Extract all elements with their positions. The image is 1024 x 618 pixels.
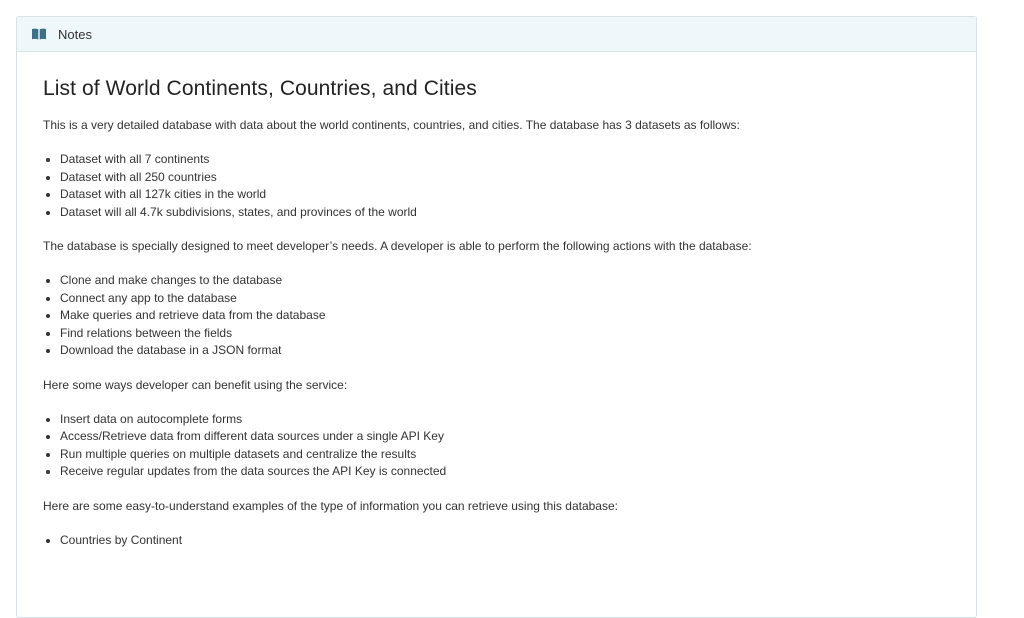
list-item: • Find relations between the fields (60, 325, 950, 343)
list-item: • Clone and make changes to the database (60, 272, 950, 290)
notes-panel (16, 16, 977, 618)
panel-header (17, 17, 976, 52)
developer-actions-list (43, 272, 950, 360)
examples-list (43, 532, 950, 550)
list-item: • Dataset will all 4.7k subdivisions, states, and provinces of the world (60, 204, 950, 222)
panel-title: Notes (58, 26, 92, 42)
list-item: • Access/Retrieve data from different data sources under a single API Key (60, 428, 950, 446)
benefits-paragraph: Here some ways developer can benefit using the service: (43, 377, 348, 392)
benefits-list (43, 411, 950, 481)
list-item: • Dataset with all 250 countries (60, 169, 950, 187)
list-item: • Insert data on autocomplete forms (60, 411, 950, 429)
list-item: • Receive regular updates from the data sources the API Key is connected (60, 463, 950, 481)
developer-paragraph: The database is specially designed to meet developer’s needs. A developer is able to perform the following actions with the database: (43, 239, 752, 253)
list-item: • Dataset with all 7 continents (60, 151, 950, 169)
intro-paragraph: This is a very detailed database with data about the world continents, countries, and cities. The database has 3 datasets as follows: (43, 118, 740, 132)
article-title: List of World Continents, Countries, and Cities (43, 77, 477, 100)
book-icon (31, 27, 47, 41)
list-item: • Run multiple queries on multiple datasets and centralize the results (60, 446, 950, 464)
list-item: • Countries by Continent (60, 532, 950, 550)
datasets-list (43, 151, 950, 221)
list-item: • Make queries and retrieve data from the database (60, 307, 950, 325)
examples-paragraph: Here are some easy-to-understand examples of the type of information you can retrieve using this database: (43, 498, 618, 513)
list-item: • Connect any app to the database (60, 290, 950, 308)
notes-content (17, 52, 976, 549)
list-item: • Dataset with all 127k cities in the world (60, 186, 950, 204)
list-item: • Download the database in a JSON format (60, 342, 950, 360)
